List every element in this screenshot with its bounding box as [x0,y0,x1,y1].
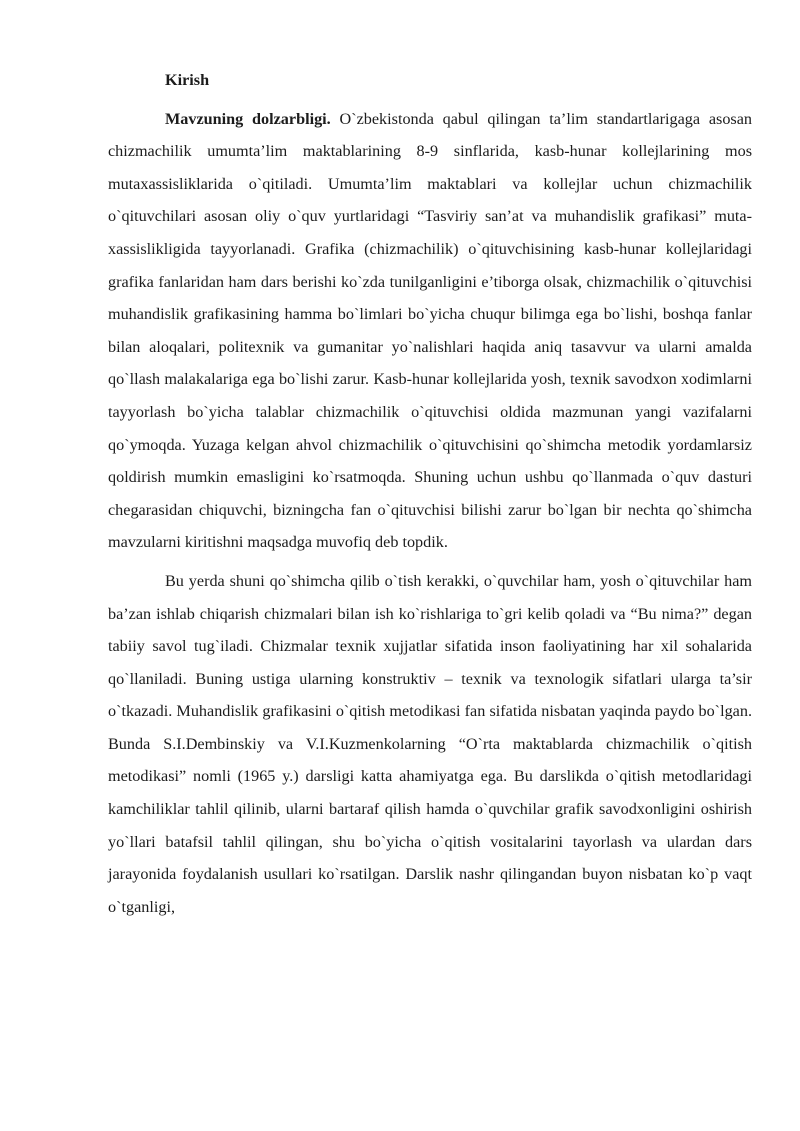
paragraph-relevance [108,103,752,559]
paragraph-text: O`zbekistonda qabul qilingan ta’lim standartlarigaga asosan chizmachilik umumta’lim maktablarining 8-9 sinflarida, kasb-hunar kollejlarining mos mutaxassisliklarida o`qitiladi. Umumta’lim maktablari va kollejlar uchun chizmachilik o`qituvchilari asosan oliy o`quv yurtlaridagi “Tasviriy san’at va muhandislik grafikasi” muta-xassislikligida tayyorlanadi. Grafika (chizmachilik) o`qituvchisining kasb-hunar kollejlaridagi grafika fanlaridan ham dars berishi ko`zda tunilganligini e’tiborga olsak, chizmachilik o`qituvchisi muhandislik grafikasining hamma bo`limlari bo`yicha chuqur bilimga ega bo`lishi, boshqa fanlar bilan aloqalari, politexnik va gumanitar yo`nalishlari haqida aniq tasavvur va ularni amalda qo`llash malakalariga ega bo`lishi zarur. Kasb-hunar kollejlarida yosh, texnik savodxon xodimlarni tayyorlash bo`yicha talablar chizmachilik o`qituvchisi oldida mazmunan yangi vazifalarni qo`ymoqda. Yuzaga kelgan ahvol chizmachilik o`qituvchisini qo`shimcha metodik yordamlarsiz qoldirish mumkin emasligini ko`rsatmoqda. Shuning uchun ushbu qo`llanmada o`quv dasturi chegarasidan chiquvchi, bizningcha fan o`qituvchisi bilishi zarur bo`lgan bir nechta qo`shimcha mavzularni kiritishni maqsadga muvofiq deb topdik. [108,109,752,552]
paragraph-methodology: Bu yerda shuni qo`shimcha qilib o`tish kerakki, o`quvchilar ham, yosh o`qituvchilar ham ba’zan ishlab chiqarish chizmalari bilan ish ko`rishlariga to`gri kelib qoladi va “Bu nima?” degan tabiiy savol tug`iladi. Chizmalar texnik xujjatlar sifatida inson faoliyatining har xil sohalarida qo`llaniladi. Buning ustiga ularning konstruktiv – texnik va texnologik sifatlari ularga ta’sir o`tkazadi. Muhandislik grafikasini o`qitish metodikasi fan sifatida nisbatan yaqinda paydo bo`lgan. Bunda S.I.Dembinskiy va V.I.Kuzmenkolarning “O`rta maktablarda chizmachilik o`qitish metodikasi” nomli (1965 y.) darsligi katta ahamiyatga ega. Bu darslikda o`qitish metodlaridagi kamchiliklar tahlil qilinib, ularni bartaraf qilish hamda o`quvchilar grafik savodxonligini oshirish yo`llari batafsil tahlil qilingan, shu bo`yicha o`qitish vositalarini tayorlash va ulardan dars jarayonida foydalanish usullari ko`rsatilgan. Darslik nashr qilingandan buyon nisbatan ko`p vaqt o`tganligi, [108,571,752,916]
section-heading: Kirish [165,71,210,89]
paragraph-lead: Mavzuning dolzarbligi. [165,109,331,128]
document-body [108,64,752,923]
